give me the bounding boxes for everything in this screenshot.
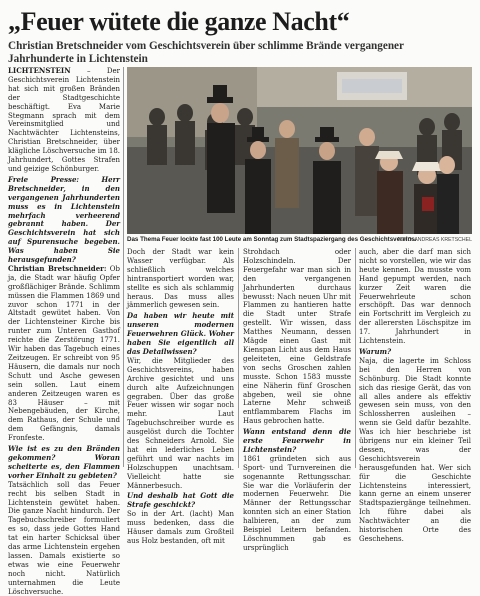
interview-question: Freie Presse: Herr Bretschneider, in den vergangenen Jahrhunderten muss es in Lichtenstein mehrfach verheerend gebrannt haben. Der Geschichtsverein hat sich auf Spurensuche begeben. Was haben Sie herausgefunden? <box>8 174 120 265</box>
column-divider <box>355 248 356 468</box>
answer-paragraph: Wir, die Mitglieder des Geschichtsvereins, haben Archive gesichtet und uns durch alte Aufzeichnungen gegraben. Über das große Feuer wissen wir sogar noch mehr. Laut Tagebuchschreiber wurde es ausgelöst durch die Tochter des Schneiders Arnold. Sie hat ein lederliches Leben geführt und war nachts im Holzschuppen unachtsam. Vielleicht hatte sie Männerbesuch. <box>127 356 234 490</box>
article-column-4 <box>359 248 471 543</box>
answer-paragraph: Naja, die lagerte im Schloss bei den Herren von Schönburg. Die Stadt konnte sich das riesige Gerät, das von all alles andere als effektiv gewesen sein muss, von den Schlossherren ausleihen – wenn sie Geld dafür bezahlte. Was ich hier beschriebe ist übrigens nur ein kleiner Teil dessen, was der Geschichtsverein herausgefunden hat. Wer sich für die Geschichte Lichtensteins interessiert, kann gerne an einem unserer Stadtspaziergänge teilnehmen. Ich führe dabei als Nachtwächter an die historischen Orte des Geschehens. <box>359 356 471 543</box>
headline: „Feuer wütete die ganze Nacht“ <box>8 7 350 36</box>
caption-text: Das Thema Feuer lockte fast 100 Leute am Sonntag zum Stadtspaziergang des Geschichtsvereins. <box>127 236 417 243</box>
answer-paragraph: 1861 gründeten sich aus Sport- und Turnvereinen die sogenannte Rettungsschar. Sie war die Vorläuferin der modernen Feuerwehr. Die Männer der Rettungsschar konnten sich an einer Station halbieren, an der zum Beispiel Leitern befanden. Löschnummen gab es ursprünglich <box>243 454 351 552</box>
answer-paragraph: Strohdach oder Holzschindeln. Der Feuergefahr war man sich in den vergangenen Jahrhunderten durchaus bewusst: Nach neuen Uhr mit Flammen zu hantieren hatte die Stadt unter Strafe gestellt. Wir wissen, dass Matthes Neumann, dessen Mägde einen Gast mit Kienspan Licht aus dem Haus geleiteten, eine Geldstrafe von sechs Groschen zahlen musste. Schon 1583 musste eine Näherin fünf Groschen abgeben, weil sie ohne Laterne Mehr schweiß entflammbarem Flachs im Haus gebrochen hatte. <box>243 248 351 426</box>
article-photo <box>127 67 472 234</box>
article-column-2 <box>127 248 234 545</box>
interview-question: Wann entstand denn die erste Feuerwehr in Lichtenstein? <box>243 427 351 454</box>
interview-question: Wie ist es zu den Bränden gekommen? Woran scheiterte es, den Flammen vorher Einhalt zu gebieten? <box>8 444 120 480</box>
answer-text: Ob ja, die Stadt war häufig Opfer großflächiger Brände. Schlimm müssen die Flammen 1869 und zuvor schon 1771 in der Altstadt gewütet haben. Von der Lichtensteiner Kirche bis runter zum Unteren Gasthof reichte die Zerstörung 1771. Wir haben das Tagebuch eines Zeitzeugen. Er schreibt von 95 Häusern, die damals nur noch Schutt und Asche gewesen sein sollen. Laut einem anderen Zeitzeugen waren es 83 Häuser – mit Nebengebäuden, der Kirche, dem Rathaus, der Schule und dem Gefängnis, damals Fronfeste. <box>8 264 120 443</box>
column-divider <box>238 248 239 468</box>
interview-question: Und deshalb hat Gott die Strafe geschickt? <box>127 491 234 510</box>
intro-text: – Der Geschichtsverein Lichtenstein hat sich mit großen Bränden der Stadtgeschichte beschäftigt. Eva Marie Stegmann sprach mit dem Vereinsmitglied und Nachtwächter Lichtensteins, Christian Bretschneider, über klägliche Löschversuche im 18. Jahrhundert, Gottes Strafen und geizige Schönburger. <box>8 67 120 173</box>
article-column-3 <box>243 248 351 552</box>
interview-question: Da haben wir heute mit unseren modernen Feuerwehren Glück. Woher haben Sie eigentlich all das Detailwissen? <box>127 311 234 356</box>
photo-caption <box>127 236 472 244</box>
subheadline: Christian Bretschneider vom Geschichtsverein über schlimme Brände vergangener Jahrhunderte in Lichtenstein <box>8 40 404 65</box>
crowd-photo-illustration <box>127 67 472 234</box>
dateline: LICHTENSTEIN <box>8 66 71 75</box>
answer-paragraph: Tatsächlich soll das Feuer recht bis selben Stadt in Lichtenstein gewütet haben. Die ganze Nacht hindurch. Der Tagebuchschreiber formuliert es so, dass jede Gottes Hand tat ein harter Schicksal über das arme Lichtenstein ergehen lassen. Damals existierte so etwas wie eine Feuerwehr noch nicht. Natürlich unternahmen die Leute Löschversuche. <box>8 480 120 596</box>
answer-paragraph: auch, aber die darf man sich nicht so vorstellen, wie wir das heute kennen. Da musste vom Hand gepumpt werden, nach kurzer Zeit waren die Feuerwehrleute schon erschöpft. Das war dennoch ein Fortschritt im Vergleich zu der allerersten Löschspitze im 17. Jahrhundert in Lichtenstein. <box>359 248 471 346</box>
answer-paragraph: So in der Art. (lacht) Man muss bedenken, dass die Häuser damals zum Großteil aus Holz bestanden, oft mit <box>127 510 234 545</box>
column-divider <box>123 67 124 467</box>
answer-paragraph <box>8 265 120 443</box>
photo-credit: FOTO: ANDREAS KRETSCHEL <box>397 237 472 243</box>
intro-paragraph <box>8 67 120 174</box>
speaker-name: Christian Bretschneider: <box>8 263 107 273</box>
interview-question: Warum? <box>359 346 392 356</box>
article-column-1 <box>8 66 120 596</box>
answer-paragraph: Doch der Stadt war kein Wasser verfügbar. Als schließlich welches hintransportiert worden war, stellte es sich als schlammig heraus. Das muss alles jämmerlich gewesen sein. <box>127 248 234 310</box>
